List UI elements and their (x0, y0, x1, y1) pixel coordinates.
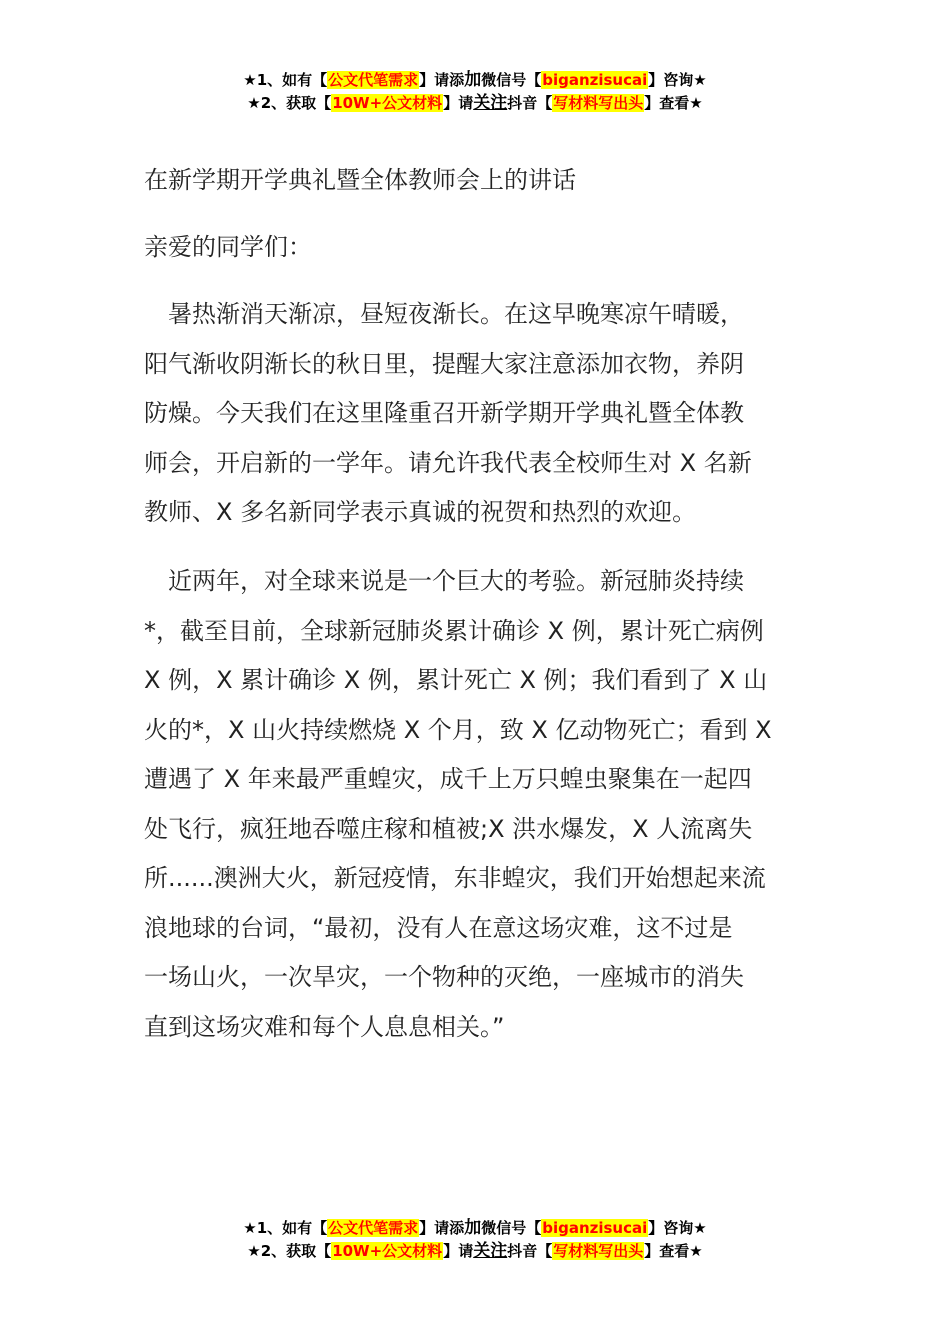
salutation: 亲爱的同学们： (144, 233, 312, 261)
paragraph-line: 处飞行，疯狂地吞噬庄稼和植被;X 洪水爆发，X 人流离失 (144, 814, 753, 843)
highlight-service: 公文代笔需求 (328, 1219, 419, 1237)
paragraph-2 (144, 557, 809, 1052)
paragraph-line: 所......澳洲大火，新冠疫情，东非蝗灾，我们开始想起来流 (144, 864, 766, 892)
footer-banner (0, 1217, 950, 1263)
banner-text: ★1、如有【 (243, 71, 328, 89)
paragraph-line: 阳气渐收阴渐长的秋日里，提醒大家注意添加衣物，养阴 (144, 349, 744, 378)
banner-text: ★1、如有【 (243, 1219, 328, 1237)
highlight-materials: 10W+公文材料 (332, 1242, 443, 1260)
banner-line-1 (0, 69, 950, 92)
banner-line-1 (0, 1217, 950, 1240)
paragraph-line: 遭遇了 X 年来最严重蝗灾，成千上万只蝗虫聚集在一起四 (144, 765, 752, 793)
banner-text: 微信号【 (481, 1219, 542, 1237)
highlight-service: 公文代笔需求 (328, 71, 419, 89)
banner-text: ★2、获取【 (247, 94, 332, 112)
banner-line-2 (0, 1240, 950, 1263)
document-title: 在新学期开学典礼暨全体教师会上的讲话 (144, 166, 576, 194)
banner-text: 】查看★ (644, 94, 703, 112)
paragraph-line: 近两年，对全球来说是一个巨大的考验。新冠肺炎持续 (144, 567, 744, 595)
banner-text: 】查看★ (644, 1242, 703, 1260)
paragraph-line: 暑热渐消天渐凉，昼短夜渐长。在这早晚寒凉午晴暖， (144, 300, 744, 328)
banner-text: 】请添 (419, 1219, 465, 1237)
paragraph-line: 直到这场灾难和每个人息息相关。” (144, 1012, 505, 1041)
paragraph-line: 一场山火，一次旱灾，一个物种的灭绝，一座城市的消失 (144, 963, 744, 991)
header-banner (0, 69, 950, 115)
paragraph-line: 师会，开启新的一学年。请允许我代表全校师生对 X 名新 (144, 448, 752, 477)
banner-text: 】请添 (419, 71, 465, 89)
banner-text-underlined: 关注 (473, 93, 508, 113)
banner-text: 】请 (443, 94, 474, 112)
highlight-wechat-id: biganzisucai (542, 1219, 648, 1237)
paragraph-line: 防燥。今天我们在这里隆重召开新学期开学典礼暨全体教 (144, 399, 744, 427)
paragraph-line: X 例，X 累计确诊 X 例，累计死亡 X 例；我们看到了 X 山 (144, 666, 768, 694)
banner-text-emphasis: 加 (464, 1218, 482, 1238)
highlight-wechat-id: biganzisucai (542, 71, 648, 89)
banner-text: ★2、获取【 (247, 1242, 332, 1260)
banner-text: 】咨询★ (648, 1219, 707, 1237)
highlight-douyin: 写材料写出头 (553, 94, 644, 112)
highlight-douyin: 写材料写出头 (553, 1242, 644, 1260)
paragraph-line: *，截至目前，全球新冠肺炎累计确诊 X 例，累计死亡病例 (144, 616, 764, 645)
banner-text: 抖音【 (507, 94, 553, 112)
banner-text-underlined: 关注 (473, 1241, 508, 1261)
banner-text: 抖音【 (507, 1242, 553, 1260)
paragraph-line: 火的*，X 山火持续燃烧 X 个月，致 X 亿动物死亡；看到 X (144, 715, 772, 744)
paragraph-1 (144, 290, 809, 538)
paragraph-line: 教师、X 多名新同学表示真诚的祝贺和热烈的欢迎。 (144, 498, 697, 526)
banner-line-2 (0, 92, 950, 115)
banner-text: 】请 (443, 1242, 474, 1260)
banner-text-emphasis: 加 (464, 70, 482, 90)
banner-text: 微信号【 (481, 71, 542, 89)
paragraph-line: 浪地球的台词，“最初，没有人在意这场灾难，这不过是 (144, 913, 733, 942)
banner-text: 】咨询★ (648, 71, 707, 89)
highlight-materials: 10W+公文材料 (332, 94, 443, 112)
